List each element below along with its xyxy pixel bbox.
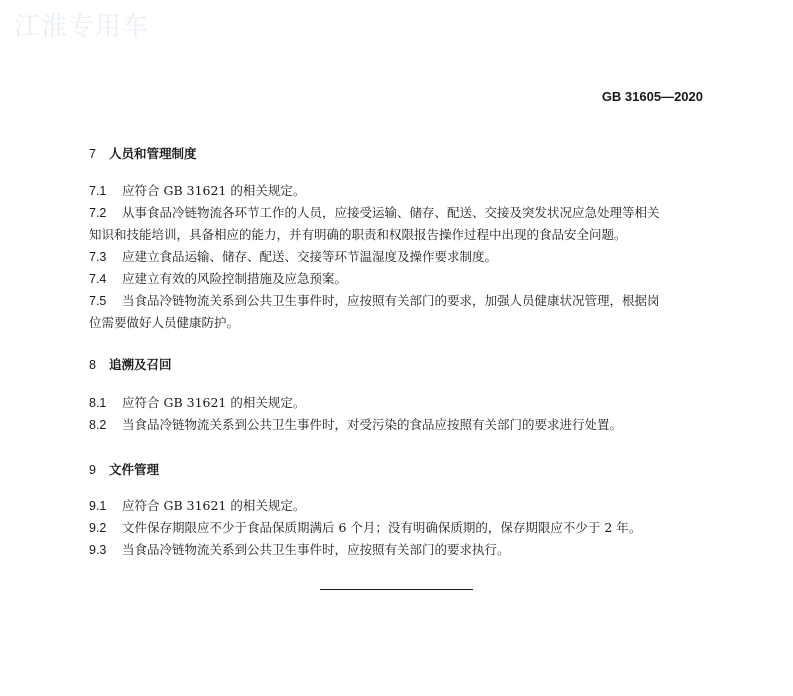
clause-9-1 — [89, 495, 709, 517]
section-number: 8 — [89, 358, 96, 372]
section-heading-9 — [89, 460, 159, 478]
clause-number: 7.5 — [89, 294, 107, 308]
clause-7-5 — [89, 290, 709, 334]
clause-text: 当食品冷链物流关系到公共卫生事件时，应按照有关部门的要求，加强人员健康状况管理，根据岗 — [122, 293, 660, 308]
clause-text-continuation: 知识和技能培训，具备相应的能力，并有明确的职责和权限报告操作过程中出现的食品安全问题。 — [89, 227, 627, 242]
section-title: 人员和管理制度 — [109, 146, 197, 161]
clause-7-3 — [89, 246, 709, 268]
clause-9-2 — [89, 517, 709, 539]
clause-text: 应符合 GB 31621 的相关规定。 — [122, 498, 306, 513]
clause-number: 8.1 — [89, 396, 107, 410]
clause-number: 8.2 — [89, 418, 107, 432]
clause-text: 当食品冷链物流关系到公共卫生事件时，对受污染的食品应按照有关部门的要求进行处置。 — [122, 417, 623, 432]
clause-text: 应建立食品运输、储存、配送、交接等环节温湿度及操作要求制度。 — [122, 249, 498, 264]
clause-8-1 — [89, 392, 709, 414]
clause-8-2 — [89, 414, 709, 436]
clause-text: 从事食品冷链物流各环节工作的人员，应接受运输、储存、配送、交接及突发状况应急处理等相关 — [122, 205, 660, 220]
clause-number: 9.1 — [89, 499, 107, 513]
section-heading-8 — [89, 355, 172, 373]
clause-number: 7.3 — [89, 250, 107, 264]
clause-text: 应符合 GB 31621 的相关规定。 — [122, 183, 306, 198]
end-of-document-rule — [320, 589, 473, 590]
clause-number: 9.2 — [89, 521, 107, 535]
clause-number: 7.4 — [89, 272, 107, 286]
watermark-text: 江淮专用车 — [14, 12, 150, 42]
clause-text-continuation: 位需要做好人员健康防护。 — [89, 315, 240, 330]
clause-text: 应符合 GB 31621 的相关规定。 — [122, 395, 306, 410]
clause-number: 7.2 — [89, 206, 107, 220]
standard-code: GB 31605—2020 — [601, 89, 703, 104]
section-number: 9 — [89, 463, 96, 477]
section-title: 追溯及召回 — [109, 357, 172, 372]
clause-7-2 — [89, 202, 709, 246]
clause-7-1 — [89, 180, 709, 202]
clause-7-4 — [89, 268, 709, 290]
clause-9-3 — [89, 539, 709, 561]
clause-text: 文件保存期限应不少于食品保质期满后 6 个月；没有明确保质期的，保存期限应不少于 2 年。 — [122, 520, 642, 535]
section-title: 文件管理 — [109, 462, 160, 477]
clause-text: 应建立有效的风险控制措施及应急预案。 — [122, 271, 348, 286]
clause-text: 当食品冷链物流关系到公共卫生事件时，应按照有关部门的要求执行。 — [122, 542, 510, 557]
section-number: 7 — [89, 147, 96, 161]
clause-number: 9.3 — [89, 543, 107, 557]
section-heading-7 — [89, 144, 197, 162]
clause-number: 7.1 — [89, 184, 107, 198]
